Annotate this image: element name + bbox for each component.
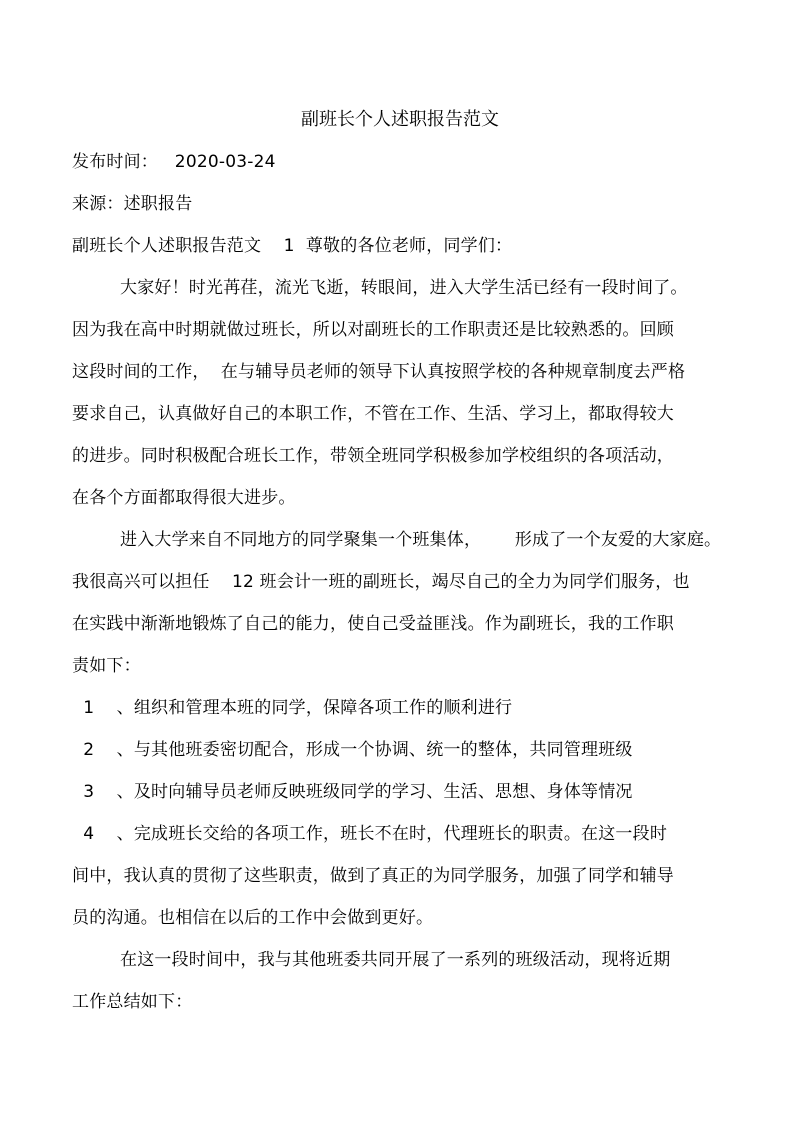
paragraph-line: 这段时间的工作， 在与辅导员老师的领导下认真按照学校的各种规章制度去严格 xyxy=(72,362,686,382)
paragraph-line: 在这一段时间中，我与其他班委共同开展了一系列的班级活动，现将近期 xyxy=(120,950,671,970)
paragraph-line: 责如下： xyxy=(72,656,141,676)
paragraph-line: 进入大学来自不同地方的同学聚集一个班集体， 形成了一个友爱的大家庭。 xyxy=(120,530,722,550)
paragraph-line: 因为我在高中时期就做过班长，所以对副班长的工作职责还是比较熟悉的。回顾 xyxy=(72,320,674,340)
list-item: 1 、组织和管理本班的同学，保障各项工作的顺利进行 xyxy=(72,698,513,718)
paragraph-line: 大家好！时光苒荏，流光飞逝，转眼间，进入大学生活已经有一段时间了。 xyxy=(120,278,688,298)
document-title: 副班长个人述职报告范文 xyxy=(301,109,499,130)
paragraph-line: 在各个方面都取得很大进步。 xyxy=(72,488,296,508)
paragraph-line: 工作总结如下： xyxy=(72,992,193,1012)
list-item: 3 、及时向辅导员老师反映班级同学的学习、生活、思想、身体等情况 xyxy=(72,782,633,802)
source-line: 来源：述职报告 xyxy=(72,194,193,214)
intro-line: 副班长个人述职报告范文 1 尊敬的各位老师，同学们： xyxy=(72,236,513,256)
publish-date-line: 发布时间： 2020-03-24 xyxy=(72,152,276,172)
paragraph-line: 我很高兴可以担任 12 班会计一班的副班长，竭尽自己的全力为同学们服务，也 xyxy=(72,572,690,592)
paragraph-line: 的进步。同时积极配合班长工作，带领全班同学积极参加学校组织的各项活动， xyxy=(72,446,674,466)
paragraph-line: 要求自己，认真做好自己的本职工作，不管在工作、生活、学习上，都取得较大 xyxy=(72,404,674,424)
list-item: 2 、与其他班委密切配合，形成一个协调、统一的整体，共同管理班级 xyxy=(72,740,633,760)
paragraph-line: 员的沟通。也相信在以后的工作中会做到更好。 xyxy=(72,908,434,928)
paragraph-line: 在实践中渐渐地锻炼了自己的能力，使自己受益匪浅。作为副班长，我的工作职 xyxy=(72,614,674,634)
paragraph-line: 间中，我认真的贯彻了这些职责，做到了真正的为同学服务，加强了同学和辅导 xyxy=(72,866,674,886)
list-item: 4 、完成班长交给的各项工作，班长不在时，代理班长的职责。在这一段时 xyxy=(72,824,668,844)
